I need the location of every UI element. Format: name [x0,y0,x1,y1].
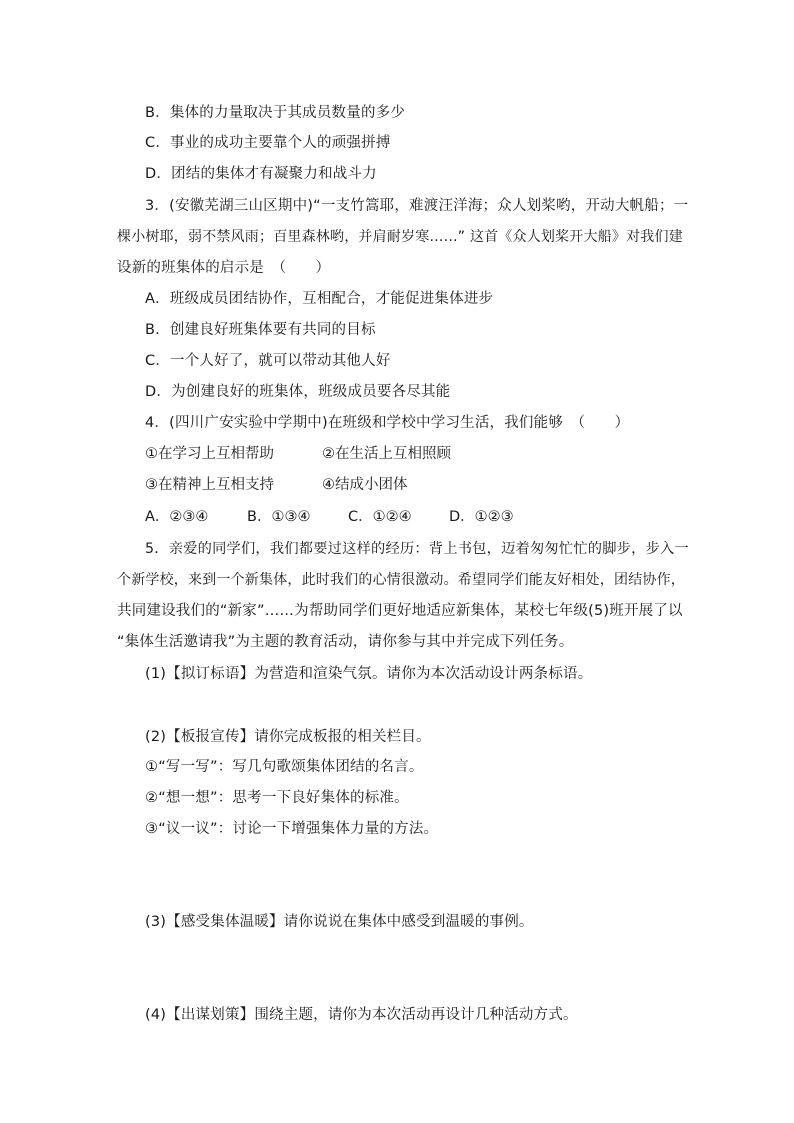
q5-task-3: (3)【感受集体温暖】请你说说在集体中感受到温暖的事例。 [145,914,534,930]
q3-stem-line-2: 棵小树耶，弱不禁风雨；百里森林哟，并肩耐岁寒……” 这首《众人划桨开大船》对我们建 [117,229,683,245]
q5-task-4: (4)【出谋划策】围绕主题，请你为本次活动再设计几种活动方式。 [145,1007,578,1023]
q2-option-d: D．团结的集体才有凝聚力和战斗力 [145,166,377,182]
q4-option-b: B．①③④ [247,509,311,525]
q4-item-1: ①在学习上互相帮助 [145,446,274,462]
q2-option-b: B．集体的力量取决于其成员数量的多少 [145,105,406,121]
q3-option-a: A．班级成员团结协作，互相配合，才能促进集体进步 [145,291,494,307]
q5-task-1: (1)【拟订标语】为营造和渲染气氛。请你为本次活动设计两条标语。 [145,666,593,682]
q2-option-c: C．事业的成功主要靠个人的顽强拼搏 [145,135,391,151]
q4-item-2: ②在生活上互相照顾 [322,446,451,462]
q3-option-d: D．为创建良好的班集体，班级成员要各尽其能 [145,384,451,400]
q4-option-c: C．①②④ [348,509,412,525]
q5-task-2: (2)【板报宣传】请你完成板报的相关栏目。 [145,729,431,745]
q4-option-a: A．②③④ [145,509,209,525]
q3-option-c: C．一个人好了，就可以带动其他人好 [145,353,391,369]
q3-option-b: B．创建良好班集体要有共同的目标 [145,322,376,338]
q3-stem-line-3: 设新的班集体的启示是 （ ） [117,260,331,276]
q4-stem: 4．(四川广安实验中学期中)在班级和学校中学习生活，我们能够 （ ） [145,415,630,431]
q5-stem-line-1: 5．亲爱的同学们，我们都要过这样的经历：背上书包，迈着匆匆忙忙的脚步，步入一 [145,541,689,557]
q4-option-d: D．①②③ [449,509,514,525]
q4-item-3: ③在精神上互相支持 [145,477,274,493]
q5-stem-line-3: 共同建设我们的“新家”……为帮助同学们更好地适应新集体，某校七年级(5)班开展了以 [117,603,683,619]
q5-stem-line-4: “集体生活邀请我”为主题的教育活动，请你参与其中并完成下列任务。 [117,634,574,650]
q3-stem-line-1: 3．(安徽芜湖三山区期中)“一支竹篙耶，难渡汪洋海；众人划桨哟，开动大帆船；一 [145,198,689,214]
q5-task-2-item-c: ③“议一议”：讨论一下增强集体力量的方法。 [145,821,439,837]
q5-stem-line-2: 个新学校，来到一个新集体，此时我们的心情很激动。希望同学们能友好相处，团结协作， [117,572,685,588]
q5-task-2-item-a: ①“写一写”：写几句歌颂集体团结的名言。 [145,759,424,775]
q5-task-2-item-b: ②“想一想”：思考一下良好集体的标准。 [145,790,409,806]
q4-item-4: ④结成小团体 [322,477,408,493]
